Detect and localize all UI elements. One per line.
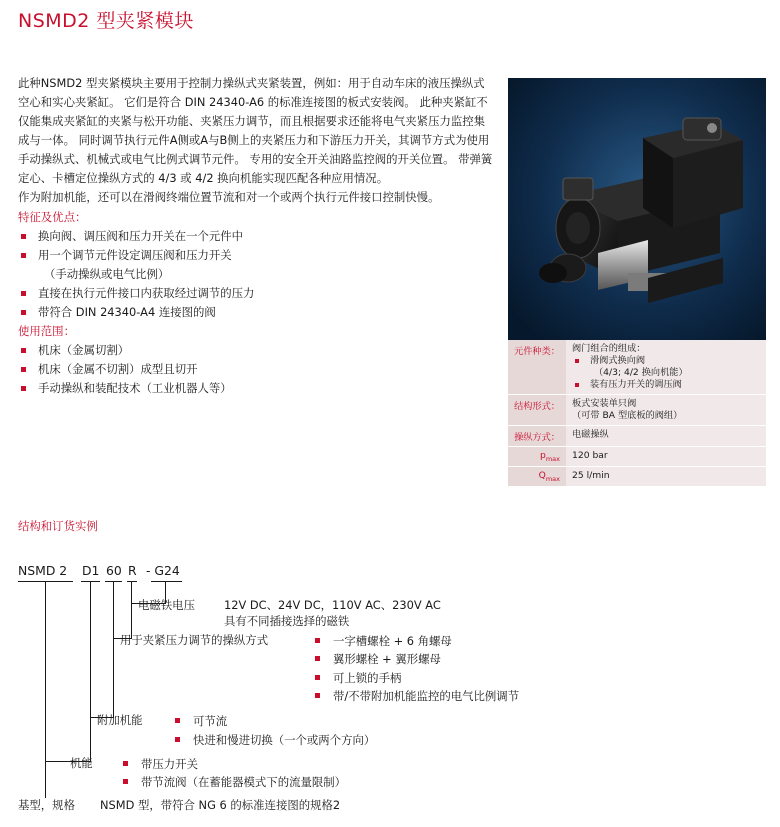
clamping-module-illustration bbox=[508, 78, 766, 340]
bullet-icon bbox=[315, 693, 320, 698]
bullet-icon bbox=[315, 638, 320, 643]
list-item: 带/不带附加机能监控的电气比例调节 bbox=[333, 688, 519, 704]
list-item: 带符合 DIN 24340-A4 连接图的阀 bbox=[18, 303, 496, 322]
list-item: 可节流 bbox=[193, 713, 227, 729]
spec-value: 120 bar bbox=[566, 447, 766, 466]
list-item: 机床（金属切割） bbox=[18, 341, 496, 360]
list-item-continuation: （手动操纵或电气比例） bbox=[44, 267, 170, 281]
bullet-icon bbox=[123, 761, 128, 766]
bullet-icon bbox=[175, 718, 180, 723]
list-item: 翼形螺栓 + 翼形螺母 bbox=[333, 651, 441, 667]
list-item: 机床（金属不切割）成型且切开 bbox=[18, 360, 496, 379]
bullet-icon bbox=[315, 675, 320, 680]
page-title: NSMD2 型夹紧模块 bbox=[18, 10, 194, 32]
applications-heading: 使用范围： bbox=[18, 324, 75, 338]
bullet-icon bbox=[175, 737, 180, 742]
intro-paragraph: 此种NSMD2 型夹紧模块主要用于控制力操纵式夹紧装置，例如：用于自动车床的液压操纵式空心和实心夹紧缸。 它们是符合 DIN 24340-A6 的标准连接图的板式安装阀。 此种夹紧缸不仅能集成夹紧缸的夹紧与松开功能、夹紧压力调节，而且根据要求还能将电气夹紧压力监控集成与一体。 同时调节执行元件A侧或A与B侧上的夹紧压力和下游压力开关，其调节方式为使用手动操纵式、机械式或电气比例式调节元件。 专用的安全开关油路监控阀的开关位置。 带弹簧定心、卡槽定位操纵方式的 4/3 或 4/2 换向机能实现匹配各种应用情况。 bbox=[18, 76, 493, 185]
bullet-icon bbox=[21, 348, 26, 353]
leader-line bbox=[113, 581, 114, 717]
list-item: 可上锁的手柄 bbox=[333, 670, 401, 686]
list-item: 快进和慢进切换（一个或两个方向） bbox=[193, 732, 375, 748]
voltage-note: 具有不同插接选择的磁铁 bbox=[224, 614, 350, 628]
bullet-icon bbox=[123, 779, 128, 784]
spec-label: $p_{max}$ bbox=[508, 447, 566, 466]
code-part-function: D1 bbox=[82, 563, 100, 578]
leader-line bbox=[90, 581, 91, 761]
base-type-label: 基型，规格 bbox=[18, 798, 75, 812]
spec-table bbox=[508, 340, 766, 486]
code-part-additional: 60 bbox=[106, 563, 122, 578]
list-item: 直接在执行元件接口内获取经过调节的压力 bbox=[18, 284, 496, 303]
spec-value: 电磁操纵 bbox=[566, 426, 766, 446]
code-underline bbox=[127, 581, 137, 582]
leader-line bbox=[45, 581, 46, 798]
intro-section bbox=[18, 74, 496, 398]
additional-function-label: 附加机能 bbox=[97, 713, 143, 727]
list-item: 一字槽螺栓 + 6 角螺母 bbox=[333, 633, 452, 649]
code-part-base: NSMD 2 bbox=[18, 563, 68, 578]
voltage-value: 12V DC、24V DC，110V AC、230V AC bbox=[224, 598, 441, 612]
base-type-value: NSMD 型，带符合 NG 6 的标准连接图的规格2 bbox=[100, 798, 341, 812]
bullet-icon bbox=[21, 310, 26, 315]
spec-row-construction bbox=[508, 394, 766, 425]
intro-paragraph-2: 作为附加机能，还可以在滑阀终端位置节流和对一个或两个执行元件接口控制快慢。 bbox=[18, 190, 440, 204]
spec-label: $Q_{max}$ bbox=[508, 467, 566, 486]
bullet-icon bbox=[575, 383, 579, 387]
code-underline bbox=[151, 581, 182, 582]
spec-value: 25 l/min bbox=[566, 467, 766, 486]
spec-row-qmax bbox=[508, 466, 766, 486]
list-item: 用一个调节元件设定调压阀和压力开关 bbox=[18, 246, 496, 265]
list-item: 手动操纵和装配技术（工业机器人等） bbox=[18, 379, 496, 398]
code-part-adjustment: R bbox=[128, 563, 137, 578]
code-part-voltage: - G24 bbox=[146, 563, 180, 578]
bullet-icon bbox=[575, 359, 579, 363]
function-label: 机能 bbox=[70, 756, 93, 770]
voltage-label: 电磁铁电压 bbox=[138, 598, 195, 612]
features-list bbox=[18, 227, 496, 322]
spec-label: 结构形式： bbox=[508, 395, 566, 425]
list-item: 换向阀、调压阀和压力开关在一个元件中 bbox=[18, 227, 496, 246]
spec-label: 操纵方式： bbox=[508, 426, 566, 446]
bullet-icon bbox=[21, 367, 26, 372]
product-photo bbox=[508, 78, 766, 340]
spec-label: 元件种类： bbox=[508, 340, 566, 394]
leader-line bbox=[131, 581, 132, 638]
applications-list bbox=[18, 341, 496, 398]
order-heading: 结构和订货实例 bbox=[18, 519, 98, 533]
spec-row-pmax bbox=[508, 446, 766, 466]
spec-row-actuation bbox=[508, 425, 766, 446]
features-heading: 特征及优点： bbox=[18, 210, 87, 224]
list-item: 带压力开关 bbox=[141, 756, 198, 772]
spec-row-type bbox=[508, 340, 766, 394]
bullet-icon bbox=[21, 386, 26, 391]
adjustment-label: 用于夹紧压力调节的操纵方式 bbox=[120, 633, 269, 647]
spec-value: 阀门组合的组成： 滑阀式换向阀 （4/3; 4/2 换向机能） 装有压力开关的调压阀 bbox=[566, 340, 766, 394]
list-item: 带节流阀（在蓄能器模式下的流量限制） bbox=[141, 774, 346, 790]
bullet-icon bbox=[21, 291, 26, 296]
spec-value: 板式安装单只阀 （可带 BA 型底板的阀组） bbox=[566, 395, 766, 425]
bullet-icon bbox=[21, 253, 26, 258]
bullet-icon bbox=[315, 656, 320, 661]
bullet-icon bbox=[21, 234, 26, 239]
